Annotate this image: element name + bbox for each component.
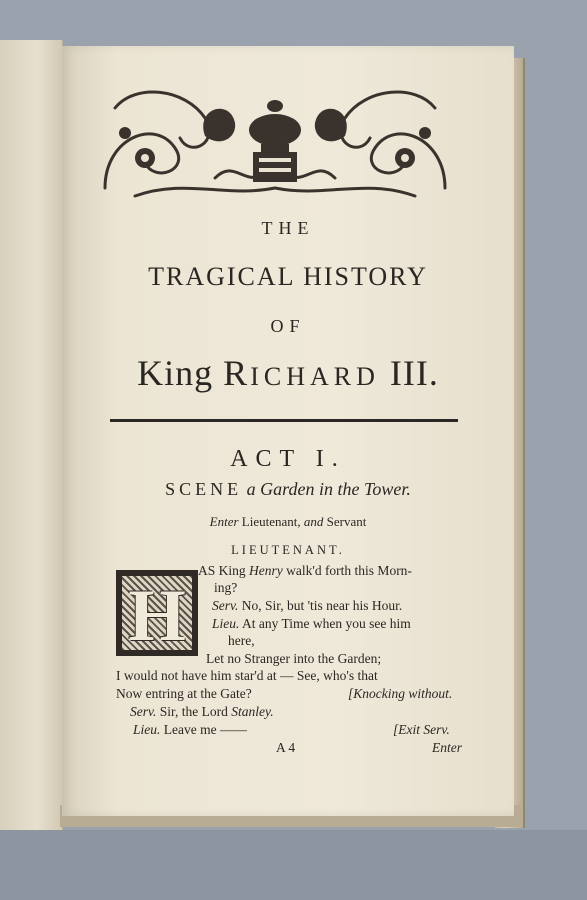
title-tragical-history: TRAGICAL HISTORY <box>148 262 428 291</box>
text-line-2: ing? <box>214 580 238 595</box>
text-line-10: Lieu. Leave me —— <box>133 722 247 737</box>
scene-heading: SCENE a Garden in the Tower. <box>165 479 411 499</box>
left-page-edge <box>0 40 63 830</box>
drop-cap <box>116 570 198 656</box>
title-king-richard: King RICHARD III. <box>137 353 439 393</box>
signature-mark: A 4 <box>276 740 296 755</box>
table-surface <box>0 830 587 900</box>
text-line-5: here, <box>228 633 255 648</box>
headpiece-ornament-icon <box>95 78 455 204</box>
speaker-heading: LIEUTENANT. <box>231 543 345 557</box>
text-line-7: I would not have him star'd at — See, who's that <box>116 668 378 683</box>
catchword: Enter <box>432 740 462 755</box>
text-line-8: Now entring at the Gate? <box>116 686 252 701</box>
text-line-9: Serv. Sir, the Lord Stanley. <box>130 704 274 719</box>
title-rule <box>110 419 458 422</box>
stage-direction-exit: [Exit Serv. <box>393 722 450 737</box>
drop-cap-letter: H <box>128 575 186 657</box>
text-line-4: Lieu. At any Time when you see him <box>212 616 411 631</box>
title-of: OF <box>270 316 306 336</box>
text-line-6: Let no Stranger into the Garden; <box>206 651 382 666</box>
title-the: THE <box>261 218 315 238</box>
stage-direction-enter: Enter Lieutenant, and Servant <box>209 514 367 529</box>
act-heading: ACT I. <box>230 446 346 472</box>
text-line-1: AS King Henry walk'd forth this Morn- <box>198 563 412 578</box>
text-line-3: Serv. No, Sir, but 'tis near his Hour. <box>212 598 403 613</box>
stage-direction-knocking: [Knocking without. <box>348 686 453 701</box>
